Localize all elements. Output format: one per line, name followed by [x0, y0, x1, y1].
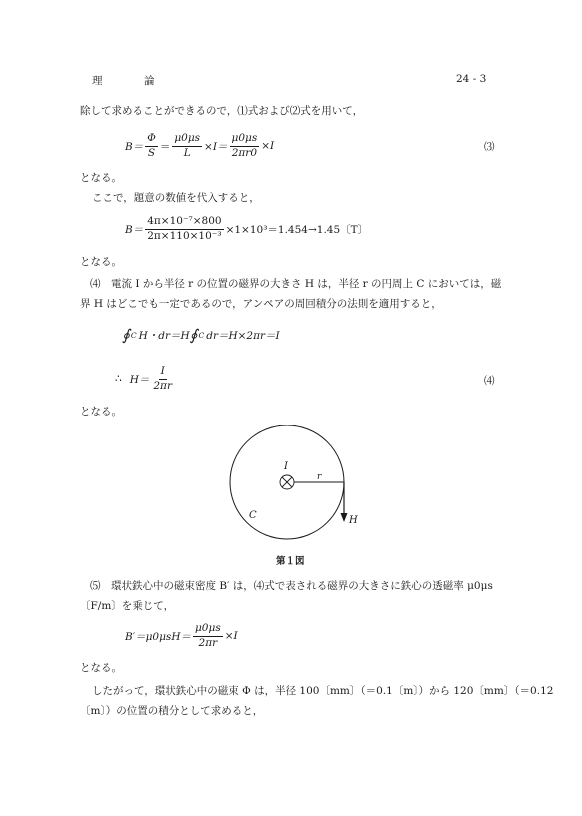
- eq3-frac-mu-l: [172, 133, 202, 159]
- eqn-lhs: B＝: [125, 223, 144, 236]
- eqb-lhs: B′＝μ0μsH＝: [125, 630, 191, 643]
- paragraph-5-line1: ⑸ 環状鉄心中の磁束密度 B′ は，⑷式で表される磁界の大きさに鉄心の透磁率 μ0μs: [90, 580, 493, 592]
- equation-3: [125, 133, 274, 159]
- contour-integral-icon: ∮: [122, 326, 130, 344]
- figure-1: [225, 425, 365, 550]
- eqi-sub-c2: C: [198, 330, 205, 340]
- eq3-lhs: B＝: [125, 140, 144, 153]
- eqi-b: dr＝H×2πr＝I: [206, 329, 280, 342]
- paragraph-4-line1: ⑷ 電流 I から半径 r の位置の磁界の大きさ H は，半径 r の円周上 C においては，磁: [90, 278, 502, 290]
- eqn-num: 4π×10⁻⁷×800: [145, 216, 223, 230]
- paragraph-tonaru-2: となる。: [80, 256, 122, 268]
- header-char-ri: 理: [92, 75, 103, 87]
- equation-number-4: ⑷: [484, 375, 495, 387]
- equation-4: [115, 366, 176, 392]
- header-char-ron: 論: [144, 75, 155, 87]
- eq3-f3-num: μ0μs: [230, 133, 260, 147]
- eq3-tail: ×I: [261, 140, 275, 153]
- paragraph-6-line2: 〔m〕）の位置の積分として求めると，: [80, 705, 264, 717]
- eq3-f1-den: S: [147, 146, 156, 159]
- eq3-f2-num: μ0μs: [172, 133, 202, 147]
- eqn-tail: ×1×10³＝1.454→1.45〔T〕: [225, 223, 369, 236]
- paragraph-6-line1: したがって，環状鉄心中の磁束 Φ は，半径 100〔mm〕（＝0.1〔m〕）から 120〔mm〕（＝0.12: [92, 685, 554, 697]
- equation-number-3: ⑶: [484, 141, 495, 153]
- eqi-a: H・dr＝H: [138, 329, 190, 342]
- eqb-num: μ0μs: [193, 623, 223, 637]
- figure-label-r: r: [317, 472, 322, 482]
- figure-label-h: H: [349, 515, 358, 526]
- eq3-f3-den: 2πr0: [231, 146, 257, 159]
- eq3-frac-mu-2pir0: [230, 133, 260, 159]
- paragraph-tonaru-3: となる。: [80, 406, 122, 418]
- eq3-times-i: ×I＝: [204, 140, 228, 153]
- eq4-den: 2πr: [153, 379, 172, 392]
- eqi-sub-c1: C: [130, 330, 137, 340]
- eq3-f2-den: L: [183, 146, 191, 159]
- eqb-den: 2πr: [198, 636, 218, 649]
- page-number: 24 - 3: [456, 73, 487, 85]
- eq3-frac-phi-s: [145, 133, 158, 159]
- paragraph-4-line2: 界 H はどこでも一定であるので，アンペアの周回積分の法則を適用すると，: [80, 298, 442, 310]
- eqn-den: 2π×110×10⁻³: [147, 229, 222, 242]
- h-arrow-head-icon: [341, 513, 348, 522]
- figure-caption: 第１図: [276, 556, 305, 567]
- paragraph-tonaru-4: となる。: [80, 662, 122, 674]
- equation-integral: [122, 326, 280, 344]
- eq4-lhs: H＝: [129, 373, 150, 386]
- eq4-frac: [151, 366, 174, 392]
- eq3-eq: ＝: [159, 140, 171, 153]
- eqn-frac: [145, 216, 223, 242]
- equation-b-prime: [125, 623, 238, 649]
- contour-integral-icon-2: ∮: [189, 326, 198, 344]
- therefore-icon: ∴: [115, 373, 122, 386]
- eqb-tail: ×I: [224, 630, 238, 643]
- paragraph-5-line2: 〔F/m〕を乗じて，: [80, 600, 175, 612]
- paragraph-tonaru-1: となる。: [80, 172, 122, 184]
- paragraph-intro: 除して求めることができるので，⑴式および⑵式を用いて，: [80, 105, 364, 117]
- equation-numeric: [125, 216, 368, 242]
- eq3-f1-num: Φ: [145, 133, 158, 147]
- paragraph-substitute: ここで，題意の数値を代入すると，: [92, 192, 260, 204]
- figure-label-c: C: [249, 510, 257, 521]
- figure-label-i: I: [284, 461, 288, 472]
- eqb-frac: [193, 623, 223, 649]
- eq4-num: I: [159, 366, 167, 380]
